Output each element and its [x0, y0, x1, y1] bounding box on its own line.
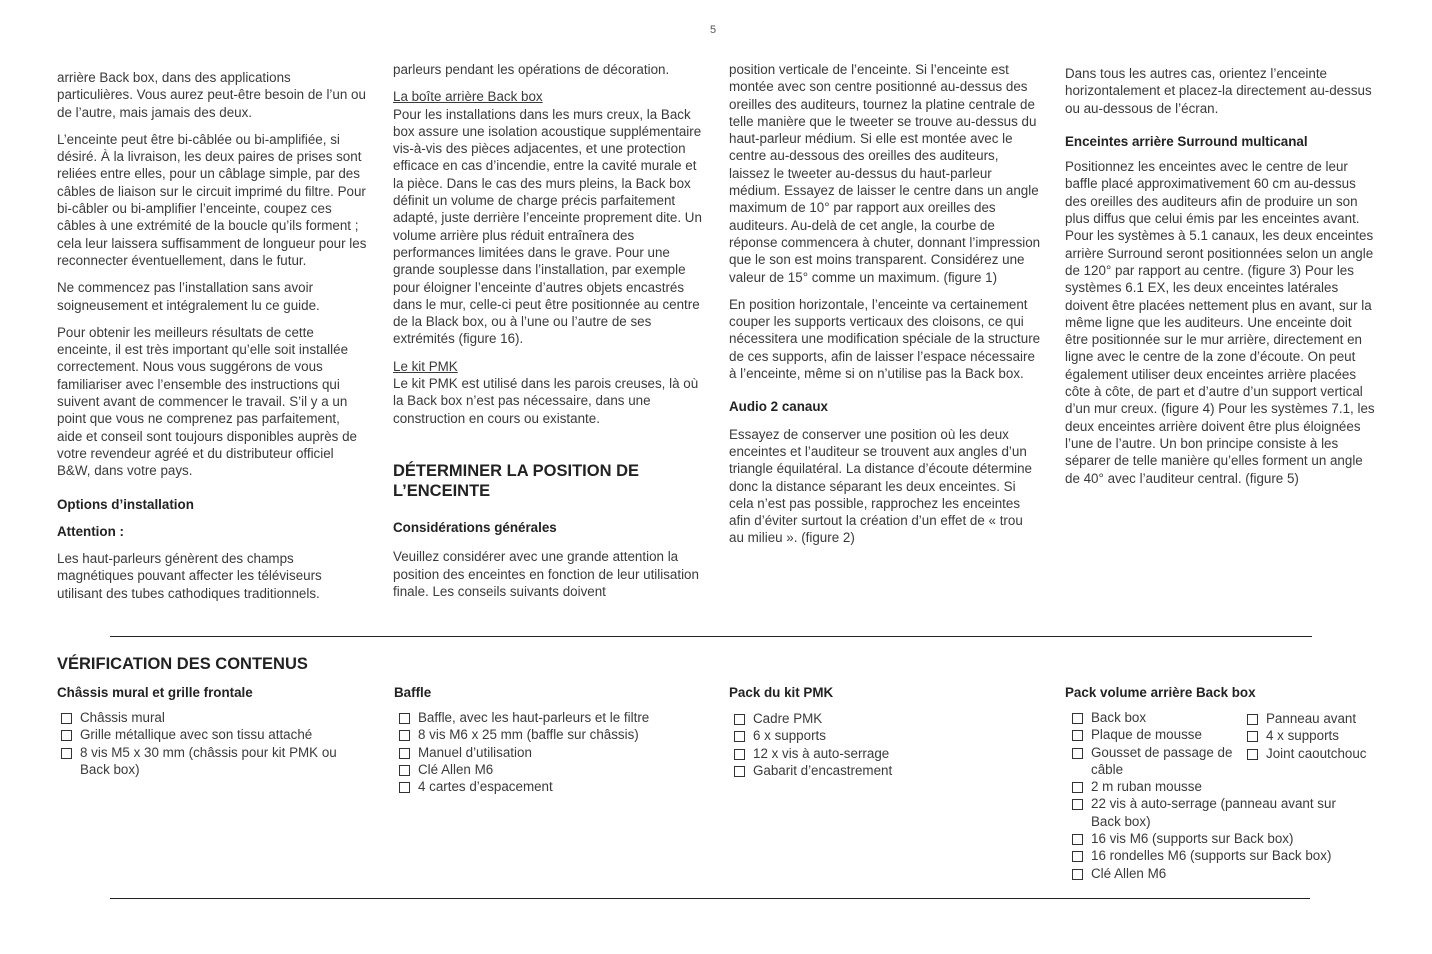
subsection: [393, 88, 705, 347]
checklist-item: 22 vis à auto-serrage (panneau avant sur Back box): [1069, 795, 1364, 830]
checklist-item: 4 x supports: [1244, 727, 1394, 744]
checklist-heading-backbox: Pack volume arrière Back box: [1065, 685, 1256, 700]
checklist-item: Grille métallique avec son tissu attaché: [58, 726, 363, 743]
paragraph: position verticale de l’enceinte. Si l’enceinte est montée avec son centre positionné au-dessus des oreilles des auditeurs, tournez la platine centrale de telle manière que le tweeter se trouve au-dessus du haut-parleur médium. Si elle est montée avec le centre au-dessous des oreilles des auditeurs, laissez le tweeter au-dessus du haut-parleur médium. Essayez de laisser le centre dans un angle maximum de 10° par rapport aux oreilles des auditeurs. Au-delà de cet angle, la courbe de réponse commencera à chuter, donnant l’impression que le son est moins transparent. Considérez une valeur de 15° comme un maximum. (figure 1): [729, 62, 1041, 285]
checklist-chassis: [58, 709, 363, 778]
checklist-item: 16 rondelles M6 (supports sur Back box): [1069, 847, 1364, 864]
heading-audio: Audio 2 canaux: [729, 399, 828, 415]
paragraph: Pour les installations dans les murs creux, la Back box assure une isolation acoustique supplémentaire vis-à-vis des pièces adjacentes, et une protection efficace en cas d’incendie, entre la cavité murale et la pièce. Dans le cas des murs pleins, la Back box définit un volume de charge précis parfaitement adapté, juste derrière l’enceinte proprement dite. Un volume arrière plus réduit entraînera des performances limitées dans le grave. Pour une grande souplesse dans l’installation, par exemple pour éloigner l’enceinte d’autres objets encastrés dans le mur, celle-ci peut être positionnée au centre de la Black box, ou à l’une ou l’autre de ses extrémités (figure 16).: [393, 106, 702, 347]
checklist-item: 4 cartes d’espacement: [396, 778, 706, 795]
paragraph: Essayez de conserver une position où les deux enceintes et l’auditeur se trouvent aux angles d’un triangle équilatéral. La distance d’écoute détermine donc la distance séparant les deux enceintes. Si cela n’est pas possible, rapprochez les enceintes afin d’éviter surtout la création d’un effet de « trou au milieu ». (figure 2): [729, 426, 1032, 546]
checklist-item: Gousset de passage de câble: [1069, 744, 1236, 779]
heading-determine-position: DÉTERMINER LA POSITION DE L’ENCEINTE: [393, 461, 639, 500]
page-number: 5: [709, 24, 717, 36]
checklist-item: 6 x supports: [731, 727, 1031, 744]
checklist-item: Cadre PMK: [731, 710, 1031, 727]
checklist-item: Clé Allen M6: [396, 761, 706, 778]
checklist-backbox-side: [1244, 710, 1394, 762]
checklist-item: Manuel d’utilisation: [396, 744, 706, 761]
paragraph: Le kit PMK est utilisé dans les parois creuses, là où la Back box n’est pas nécessaire, dans une construction en cours ou existante.: [393, 376, 699, 426]
checklist-item: Panneau avant: [1244, 710, 1394, 727]
checklist-item: Clé Allen M6: [1069, 865, 1364, 882]
paragraph: Positionnez les enceintes avec le centre de leur baffle placé approximativement 60 cm au-dessus des oreilles des auditeurs afin de produire un son plus diffus que celui émis par les enceintes avant. Pour les systèmes à 5.1 canaux, les deux enceintes arrière Surround seront positionnées selon un angle de 120° par rapport au centre. (figure 3) Pour les systèmes 6.1 EX, les deux enceintes latérales doivent être placées nettement plus en avant, sur la même ligne que les auditeurs. Une enceinte doit être positionnée sur le mur arrière, directement en ligne avec le centre de la zone d’écoute. On peut également utiliser deux enceintes arrière placées côte à côte, de part et d’autre d’un support vertical d’un mur creux. (figure 4) Pour les systèmes 7.1, les deux enceintes arrière doivent être plus éloignées l’une de l’autre. Un bon principe consiste à les séparer de telle manière qu’elles forment un angle de 40° avec l’auditeur central. (figure 5): [1065, 159, 1375, 486]
checklist-heading-pmk: Pack du kit PMK: [729, 685, 834, 700]
checklist-pmk: [731, 710, 1031, 779]
checklist-item: Back box: [1069, 709, 1221, 726]
paragraph: Dans tous les autres cas, orientez l’enceinte horizontalement et placez-la directement au-dessus ou au-dessous de l’écran.: [1065, 66, 1372, 116]
checklist-item: 8 vis M5 x 30 mm (châssis pour kit PMK ou Back box): [58, 744, 363, 779]
subheading-kit-pmk: Le kit PMK: [393, 358, 458, 374]
heading-attention: Attention :: [57, 523, 124, 539]
checklist-item: Châssis mural: [58, 709, 363, 726]
text-column-2: [393, 61, 705, 610]
divider-bottom: [110, 898, 1310, 899]
divider-top: [110, 636, 1312, 637]
checklist-item: 8 vis M6 x 25 mm (baffle sur châssis): [396, 726, 706, 743]
heading-surround: Enceintes arrière Surround multicanal: [1065, 133, 1308, 149]
paragraph: arrière Back box, dans des applications particulières. Vous aurez peut-être besoin de l’un ou de l’autre, mais jamais des deux.: [57, 70, 366, 120]
paragraph: L’enceinte peut être bi-câblée ou bi-amplifiée, si désiré. À la livraison, les deux paires de prises sont reliées entre elles, pour un câblage simple, par des câbles de liaison sur le circuit imprimé du filtre. Pour bi-câbler ou bi-amplifier l’enceinte, coupez ces câbles à une extrémité de la boucle qu’ils forment ; cela leur laissera suffisamment de longueur pour les reconnecter éventuellement, dans le futur.: [57, 131, 367, 268]
text-column-1: [57, 69, 367, 612]
checklist-item: 12 x vis à auto-serrage: [731, 745, 1031, 762]
paragraph: Ne commencez pas l’installation sans avoir soigneusement et intégralement lu ce guide.: [57, 280, 320, 313]
checklist-item: Baffle, avec les haut-parleurs et le filtre: [396, 709, 706, 726]
paragraph: Pour obtenir les meilleurs résultats de cette enceinte, il est très important qu’elle soit installée correctement. Nous vous suggérons de vous familiariser avec l’ensemble des instructions qui suivent avant de commencer le travail. S’il y a un point que vous ne comprenez pas parfaitement, aide et conseil sont toujours disponibles auprès de votre revendeur agréé et du distributeur officiel B&W, dans votre pays.: [57, 324, 357, 479]
text-column-4: [1065, 65, 1377, 497]
checklist-heading-baffle: Baffle: [394, 685, 432, 700]
checklist-heading-chassis: Châssis mural et grille frontale: [57, 685, 253, 700]
checklist-item: Joint caoutchouc: [1244, 745, 1394, 762]
checklist-baffle: [396, 709, 706, 795]
paragraph: Veuillez considérer avec une grande attention la position des enceintes en fonction de leur utilisation finale. Les conseils suivants doivent: [393, 549, 699, 599]
checklist-item: 16 vis M6 (supports sur Back box): [1069, 830, 1364, 847]
paragraph: En position horizontale, l’enceinte va certainement couper les supports verticaux des cloisons, ce qui nécessitera une modification spéciale de la structure de ces supports, afin de laisser l’espace nécessaire à l’enceinte, même si on n’utilise pas la Back box.: [729, 296, 1041, 382]
checklist-item: Plaque de mousse: [1069, 726, 1221, 743]
text-column-3: [729, 61, 1041, 557]
subheading-back-box: La boîte arrière Back box: [393, 89, 543, 105]
heading-considerations: Considérations générales: [393, 519, 557, 535]
checklist-item: 2 m ruban mousse: [1069, 778, 1364, 795]
paragraph: parleurs pendant les opérations de décoration.: [393, 62, 670, 77]
checklist-item: Gabarit d’encastrement: [731, 762, 1031, 779]
section-title-verification: VÉRIFICATION DES CONTENUS: [57, 655, 308, 673]
subsection: [393, 358, 705, 427]
heading-options: Options d’installation: [57, 496, 194, 512]
paragraph: Les haut-parleurs génèrent des champs magnétiques pouvant affecter les téléviseurs utilisant des tubes cathodiques traditionnels.: [57, 551, 322, 601]
